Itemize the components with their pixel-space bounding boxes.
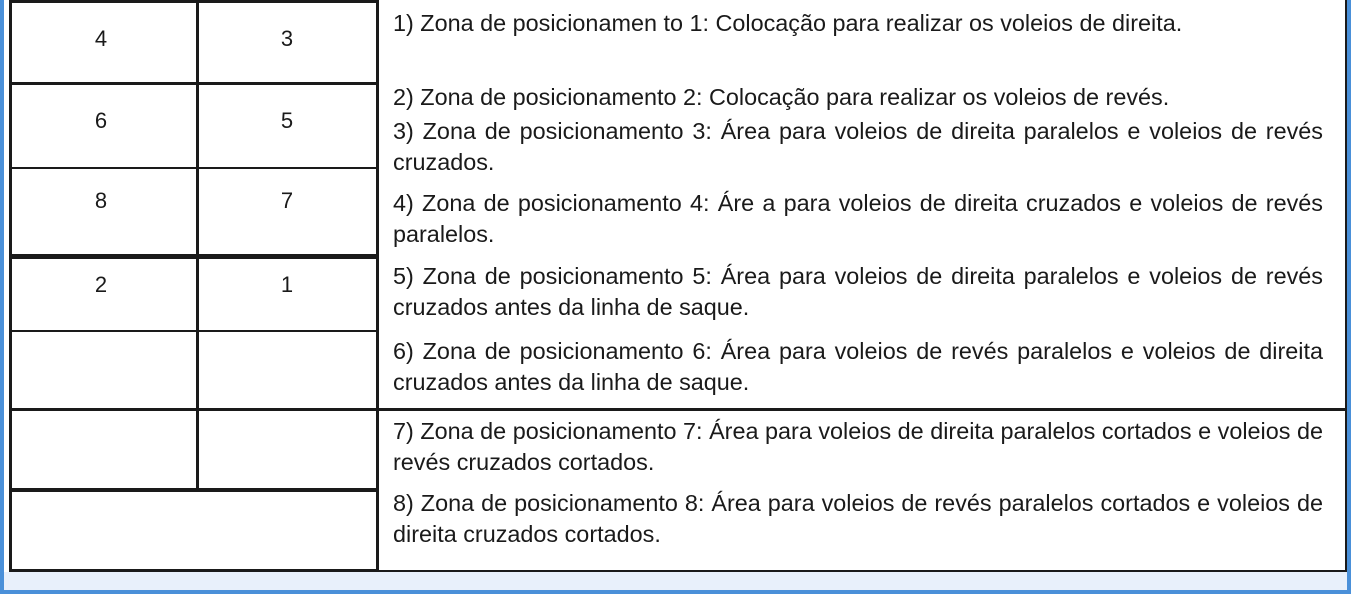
zone-descriptions [379, 0, 1347, 572]
zone-label-5: 5 [280, 108, 294, 133]
document-panel [4, 0, 1347, 572]
zone-label-1: 1 [280, 272, 294, 297]
zone-label-7: 7 [280, 188, 294, 213]
zone-label-2: 2 [94, 272, 108, 297]
court-diagram [9, 0, 379, 572]
zone-description-8: 8) Zona de posicionamento 8: Área para voleios de revés paralelos cortados e voleios de direita cruzados cortados. [393, 490, 1323, 547]
zone-description-2: 2) Zona de posicionamento 2: Colocação para realizar os voleios de revés. [393, 84, 1170, 110]
table-bottom-border [379, 570, 1347, 572]
zone-label-3: 3 [280, 26, 294, 51]
court-line-4 [9, 488, 379, 492]
court-line-2 [9, 167, 379, 169]
zone-description-7: 7) Zona de posicionamento 7: Área para voleios de direita paralelos cortados e voleios de revés cruzados cortados. [393, 418, 1323, 475]
court-line-top [9, 0, 379, 3]
zone-description-1: 1) Zona de posicionamen to 1: Colocação para realizar os voleios de direita. [393, 10, 1183, 36]
court-line-bottom [9, 569, 379, 572]
zone-label-4: 4 [94, 26, 108, 51]
page-frame [4, 0, 1347, 590]
zone-description-4: 4) Zona de posicionamento 4: Áre a para voleios de direita cruzados e voleios de revés paralelos. [393, 190, 1323, 247]
zone-label-8: 8 [94, 188, 108, 213]
court-line-center [196, 0, 199, 490]
court-line-1 [9, 82, 379, 85]
table-right-border [1345, 0, 1347, 572]
zone-description-5: 5) Zona de posicionamento 5: Área para voleios de direita paralelos e voleios de revés cruzados antes da linha de saque. [393, 263, 1323, 320]
row-divider [379, 408, 1347, 411]
zone-label-6: 6 [94, 108, 108, 133]
court-line-service [9, 408, 379, 411]
court-line-net [9, 254, 379, 259]
court-line-3 [9, 330, 379, 332]
zone-description-6: 6) Zona de posicionamento 6: Área para voleios de revés paralelos e voleios de direita cruzados antes da linha de saque. [393, 338, 1323, 395]
zone-description-3: 3) Zona de posicionamento 3: Área para voleios de direita paralelos e voleios de revés cruzados. [393, 118, 1323, 175]
